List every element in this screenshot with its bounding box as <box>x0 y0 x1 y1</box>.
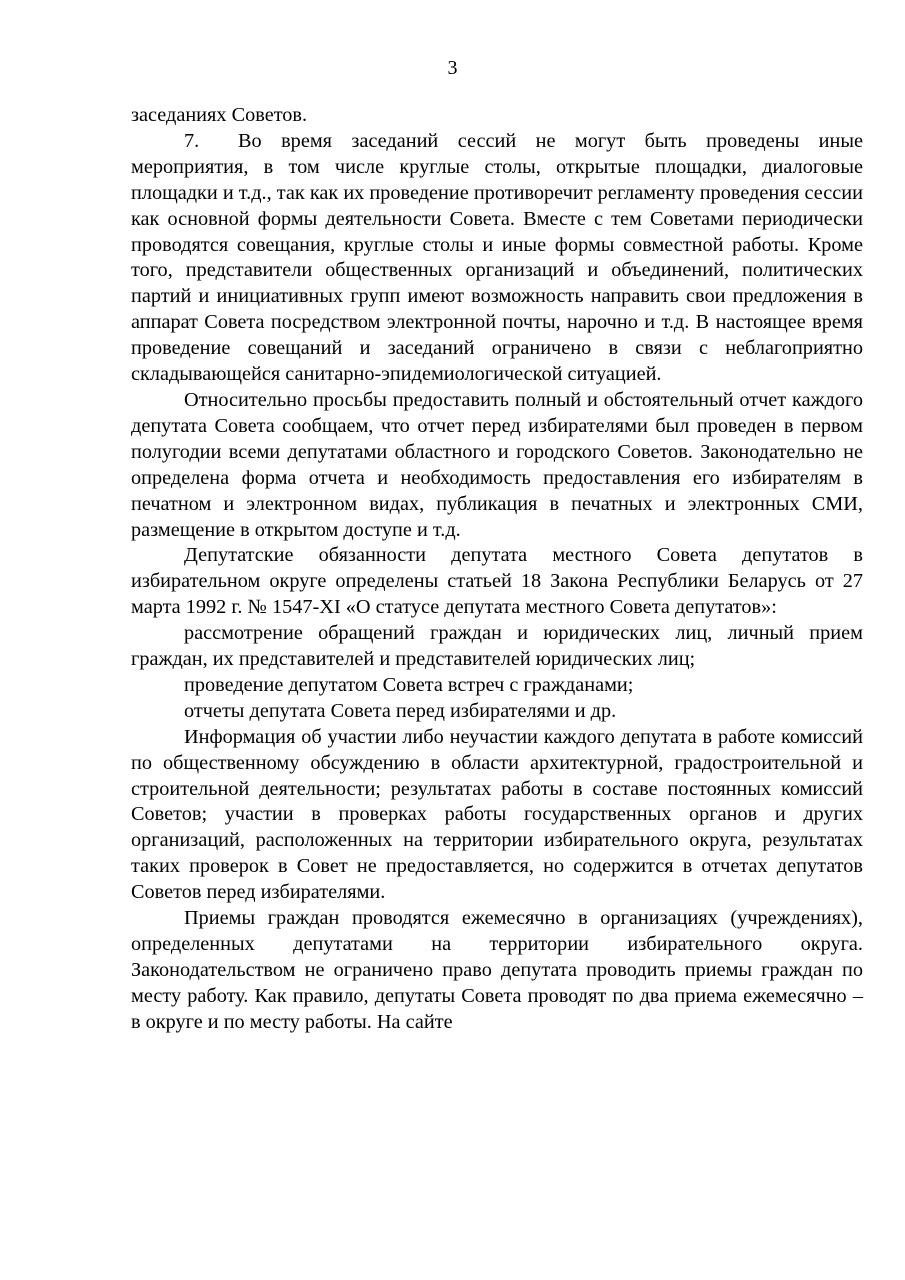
page-number: 3 <box>447 57 458 79</box>
list-item-appeals: рассмотрение обращений граждан и юридических лиц, личный прием граждан, их представителей и представителей юридических лиц; <box>131 622 863 671</box>
document-body <box>131 103 863 1036</box>
paragraph-continuation: заседаниях Советов. <box>131 104 308 126</box>
list-item-meetings: проведение депутатом Совета встреч с гражданами; <box>184 673 634 696</box>
list-item-reports: отчеты депутата Совета перед избирателями и др. <box>184 699 617 722</box>
paragraph-commissions: Информация об участии либо неучастии каждого депутата в работе комиссий по общественному обсуждению в области архитектурной, градостроительной и строительной деятельности; результатах работы в составе постоянных комиссий Советов; участии в проверках работы государственных органов и других организаций, расположенных на территории избирательного округа, результатах таких проверок в Совет не предоставляется, но содержится в отчетах депутатов Советов перед избирателями. <box>131 725 863 904</box>
paragraph-receptions: Приемы граждан проводятся ежемесячно в организациях (учреждениях), определенных депутатами на территории избирательного округа. Законодательством не ограничено право депутата проводить приемы граждан по месту работу. Как правило, депутаты Совета проводят по два приема ежемесячно – в округе и по месту работы. На сайте <box>131 907 863 1033</box>
item-7-text: Во время заседаний сессий не могут быть проведены иные мероприятия, в том числе круглые столы, открытые площадки, диалоговые площадки и т.д., так как их проведение противоречит регламенту проведения сессии как основной формы деятельности Совета. Вместе с тем Советами периодически проводятся совещания, круглые столы и иные формы совместной работы. Кроме того, представители общественных организаций и объединений, политических партий и инициативных групп имеют возможность направить свои предложения в аппарат Совета посредством электронной почты, нарочно и т.д. В настоящее время проведение совещаний и заседаний ограничено в связи с неблагоприятно складывающейся санитарно-эпидемиологической ситуацией. <box>131 129 863 386</box>
paragraph-duties: Депутатские обязанности депутата местного Совета депутатов в избирательном округе определены статьей 18 Закона Республики Беларусь от 27 марта 1992 г. № 1547-XI «О статусе депутата местного Совета депутатов»: <box>131 544 863 619</box>
paragraph-report: Относительно просьбы предоставить полный и обстоятельный отчет каждого депутата Совета сообщаем, что отчет перед избирателями был проведен в первом полугодии всеми депутатами областного и городского Советов. Законодательно не определена форма отчета и необходимость предоставления его избирателям в печатном и электронном видах, публикация в печатных и электронных СМИ, размещение в открытом доступе и т.д. <box>131 388 863 541</box>
item-number: 7. <box>184 129 200 152</box>
paragraph-item-7 <box>131 129 863 388</box>
